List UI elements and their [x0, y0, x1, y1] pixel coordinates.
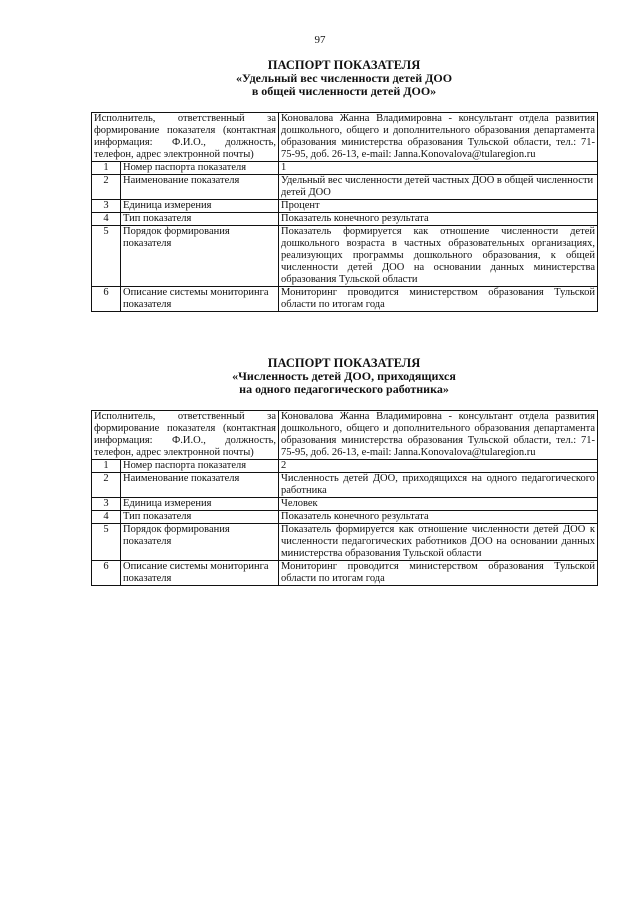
row-label: Единица измерения [121, 200, 279, 213]
row-number: 4 [92, 511, 121, 524]
row-label: Порядок формирования показателя [121, 524, 279, 561]
row-number: 2 [92, 473, 121, 498]
row-value: Численность детей ДОО, приходящихся на одного педагогического работника [279, 473, 598, 498]
passport-subtitle-line-1: «Численность детей ДОО, приходящихся [232, 369, 456, 383]
passport-subtitle-line-2: в общей численности детей ДОО» [251, 84, 437, 98]
row-number: 1 [92, 162, 121, 175]
row-value: Показатель конечного результата [279, 213, 598, 226]
row-number: 2 [92, 175, 121, 200]
executor-label: Исполнитель, ответственный за формирование показателя (контактная информация: Ф.И.О., должность, телефон, адрес электронной почты) [92, 113, 279, 162]
table-row [92, 498, 598, 511]
row-label: Наименование показателя [121, 473, 279, 498]
table-row [92, 524, 598, 561]
row-value: Человек [279, 498, 598, 511]
passport-heading: ПАСПОРТ ПОКАЗАТЕЛЯ [267, 356, 421, 370]
row-number: 6 [92, 561, 121, 586]
row-value: Удельный вес численности детей частных ДОО в общей численности детей ДОО [279, 175, 598, 200]
row-number: 3 [92, 200, 121, 213]
row-label: Описание системы мониторинга показателя [121, 287, 279, 312]
row-value: Показатель конечного результата [279, 511, 598, 524]
table-row [92, 175, 598, 200]
table-row [92, 287, 598, 312]
row-value: 2 [279, 460, 598, 473]
executor-value: Коновалова Жанна Владимировна - консультант отдела развития дошкольного, общего и дополнительного образования департамента образования министерства образования Тульской области, тел.: 71-75-95, доб. 26-13, e-mail: Janna.Konovalova@tularegion.ru [279, 411, 598, 460]
row-label: Номер паспорта показателя [121, 162, 279, 175]
table-row [92, 411, 598, 460]
row-label: Наименование показателя [121, 175, 279, 200]
row-value: Мониторинг проводится министерством образования Тульской области по итогам года [279, 561, 598, 586]
table-row [92, 113, 598, 162]
row-label: Тип показателя [121, 213, 279, 226]
row-value: Процент [279, 200, 598, 213]
table-row [92, 226, 598, 287]
row-number: 5 [92, 226, 121, 287]
row-number: 5 [92, 524, 121, 561]
table-row [92, 460, 598, 473]
row-value: Показатель формируется как отношение численности детей ДОО к численности педагогических работников ДОО на основании данных министерства образования Тульской области [279, 524, 598, 561]
row-value: 1 [279, 162, 598, 175]
table-row [92, 200, 598, 213]
row-number: 6 [92, 287, 121, 312]
row-label: Номер паспорта показателя [121, 460, 279, 473]
executor-value: Коновалова Жанна Владимировна - консультант отдела развития дошкольного, общего и дополнительного образования департамента образования министерства образования Тульской области, тел.: 71-75-95, доб. 26-13, e-mail: Janna.Konovalova@tularegion.ru [279, 113, 598, 162]
table-row [92, 561, 598, 586]
table-row [92, 473, 598, 498]
passport-subtitle-line-2: на одного педагогического работника» [239, 382, 449, 396]
passport-table [91, 112, 598, 312]
row-label: Порядок формирования показателя [121, 226, 279, 287]
row-label: Описание системы мониторинга показателя [121, 561, 279, 586]
indicator-passport-2 [91, 356, 597, 586]
indicator-passport-1 [91, 58, 597, 312]
table-row [92, 162, 598, 175]
row-label: Тип показателя [121, 511, 279, 524]
table-row [92, 511, 598, 524]
row-number: 4 [92, 213, 121, 226]
row-value: Показатель формируется как отношение численности детей дошкольного возраста в частных образовательных организациях, реализующих программы дошкольного образования, к общей численности детей ДОО на основании данных министерства образования Тульской области [279, 226, 598, 287]
row-value: Мониторинг проводится министерством образования Тульской области по итогам года [279, 287, 598, 312]
table-row [92, 213, 598, 226]
passport-subtitle-line-1: «Удельный вес численности детей ДОО [235, 71, 453, 85]
page-number: 97 [314, 34, 326, 46]
passport-heading: ПАСПОРТ ПОКАЗАТЕЛЯ [267, 58, 421, 72]
row-label: Единица измерения [121, 498, 279, 511]
row-number: 1 [92, 460, 121, 473]
passport-table [91, 410, 598, 586]
row-number: 3 [92, 498, 121, 511]
executor-label: Исполнитель, ответственный за формирование показателя (контактная информация: Ф.И.О., должность, телефон, адрес электронной почты) [92, 411, 279, 460]
